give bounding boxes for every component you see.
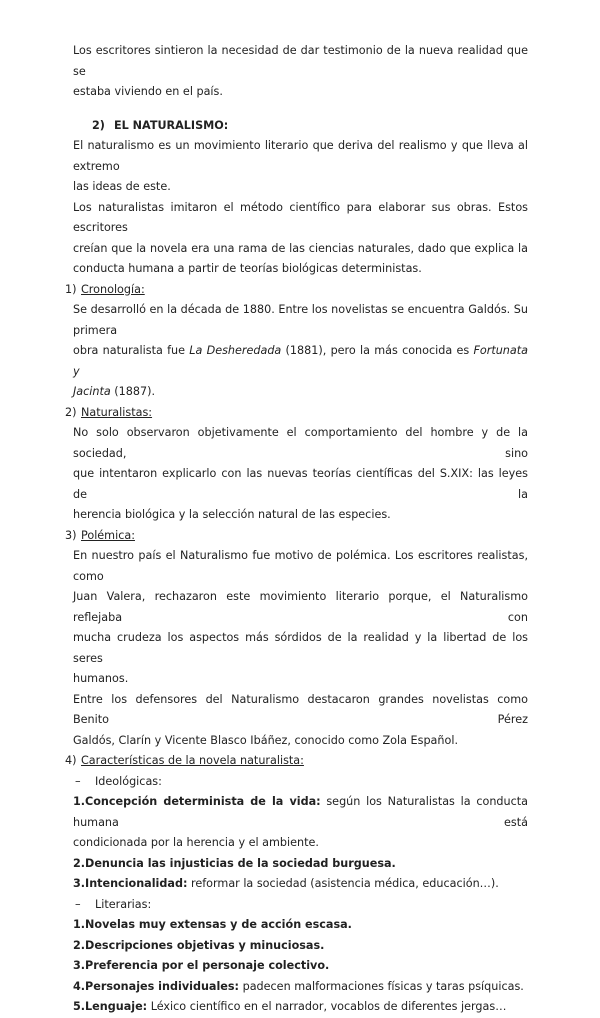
text-run: (1887).	[110, 385, 156, 398]
intro-line-2: estaba viviendo en el país.	[73, 85, 223, 98]
item-term: 1.Novelas muy extensas y de acción escasa.	[73, 918, 352, 931]
ideologica-item-3	[73, 874, 528, 895]
literarias-label: Literarias:	[95, 897, 152, 911]
cronologia-line-3	[73, 382, 528, 403]
subsection-title: Cronología:	[81, 282, 145, 296]
dash-bullet: –	[75, 897, 81, 911]
item-text: según los Naturalistas la conducta humana está	[73, 795, 529, 829]
section-heading	[92, 116, 528, 137]
subsection-title: Polémica:	[81, 528, 135, 542]
ideologicas-label: Ideológicas:	[95, 774, 162, 788]
item-text: padecen malformaciones físicas y taras psíquicas.	[239, 979, 524, 993]
literaria-item-4	[73, 977, 528, 998]
item-term: 1.Concepción determinista de la vida:	[73, 795, 321, 808]
item-text: Léxico científico en el narrador, vocablos de diferentes jergas…	[147, 1000, 507, 1013]
item-term: 3.Intencionalidad:	[73, 877, 188, 890]
book-title-jacinta: Jacinta	[73, 385, 111, 398]
subsection-number: 4)	[65, 754, 77, 767]
text-run: obra naturalista fue	[73, 344, 190, 357]
method-line-1: Los naturalistas imitaron el método científico para elaborar sus obras. Estos escritores	[73, 200, 528, 234]
definition-line-2: las ideas de este.	[73, 180, 171, 193]
literarias-heading	[75, 895, 528, 916]
literaria-item-3	[73, 956, 528, 977]
dash-bullet: –	[75, 774, 81, 788]
item-term: 5.Lenguaje:	[73, 1000, 148, 1013]
subsection-caracteristicas	[65, 751, 528, 772]
subsection-number: 1)	[65, 282, 77, 296]
subsection-cronologia	[65, 280, 528, 301]
cronologia-line-1: Se desarrolló en la década de 1880. Entre los novelistas se encuentra Galdós. Su primera	[73, 303, 528, 337]
item-term: 2.Denuncia las injusticias de la sociedad burguesa.	[73, 856, 396, 870]
item-term: 3.Preferencia por el personaje colectivo.	[73, 959, 330, 972]
book-title-desheredada: La Desheredada	[189, 344, 282, 357]
book-title-fortunata: Fortunata y	[73, 344, 528, 378]
subsection-number: 3)	[65, 528, 77, 542]
ideologicas-heading	[75, 772, 528, 793]
polemica-line-5: Entre los defensores del Naturalismo destacaron grandes novelistas como Benito Pérez	[73, 692, 528, 726]
polemica-line-2: Juan Valera, rechazaron este movimiento literario porque, el Naturalismo reflejaba con	[73, 590, 528, 624]
definition-line-1: El naturalismo es un movimiento literario que deriva del realismo y que lleva al extremo	[73, 139, 528, 173]
polemica-line-3: mucha crudeza los aspectos más sórdidos de la realidad y la libertad de los seres	[73, 631, 528, 665]
subsection-number: 2)	[65, 405, 77, 419]
method-line-3: conducta humana a partir de teorías biológicas deterministas.	[73, 262, 422, 275]
polemica-line-6: Galdós, Clarín y Vicente Blasco Ibáñez, conocido como Zola Español.	[73, 733, 458, 747]
intro-line-1: Los escritores sintieron la necesidad de dar testimonio de la nueva realidad que se	[73, 44, 528, 78]
polemica-line-4: humanos.	[73, 672, 129, 685]
subsection-polemica	[65, 526, 528, 547]
heading-number: 2)	[92, 118, 105, 132]
literaria-item-2	[73, 936, 528, 957]
cronologia-line-2	[73, 341, 528, 382]
text-run: (1881), pero la más conocida es	[281, 344, 474, 357]
subsection-naturalistas	[65, 403, 528, 424]
item-term: 2.Descripciones objetivas y minuciosas.	[73, 938, 325, 952]
method-line-2: creían que la novela era una rama de las ciencias naturales, dado que explica la	[73, 241, 528, 255]
document-page	[65, 41, 529, 1018]
heading-text: EL NATURALISMO:	[114, 118, 229, 132]
naturalistas-line-3: herencia biológica y la selección natural de las especies.	[73, 508, 391, 521]
ideologica-item-1	[73, 792, 528, 833]
polemica-line-1: En nuestro país el Naturalismo fue motivo de polémica. Los escritores realistas, como	[73, 549, 528, 583]
ideologica-item-1-line-2: condicionada por la herencia y el ambiente.	[73, 836, 319, 849]
literaria-item-5	[73, 997, 528, 1018]
ideologica-item-2	[73, 854, 528, 875]
item-term: 4.Personajes individuales:	[73, 979, 240, 993]
subsection-title: Características de la novela naturalista:	[81, 754, 304, 767]
naturalistas-line-1: No solo observaron objetivamente el comportamiento del hombre y de la sociedad, sino	[73, 426, 528, 460]
literaria-item-1	[73, 915, 528, 936]
item-text: reformar la sociedad (asistencia médica, educación…).	[187, 877, 499, 890]
naturalistas-line-2: que intentaron explicarlo con las nuevas teorías científicas del S.XIX: las leyes de la	[73, 467, 528, 501]
subsection-title: Naturalistas:	[81, 405, 153, 419]
